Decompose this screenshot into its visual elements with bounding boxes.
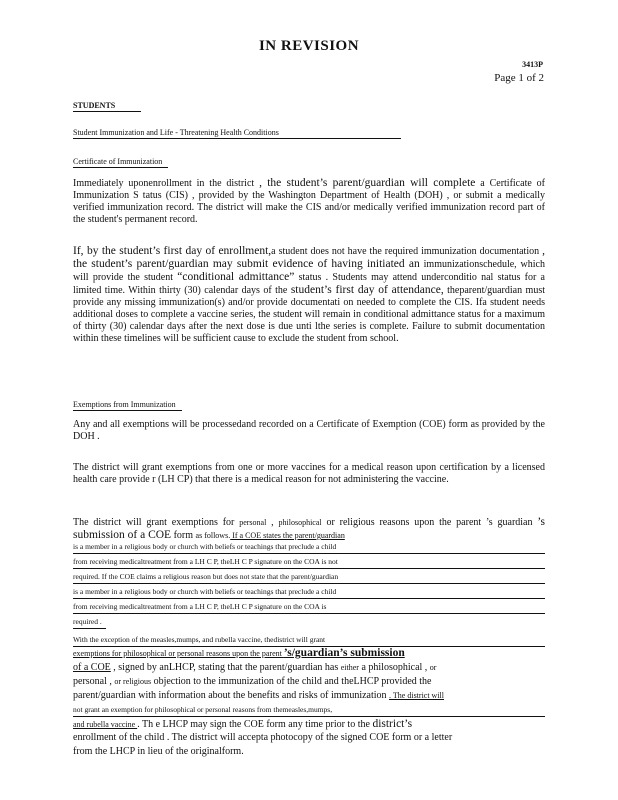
section-label: STUDENTS xyxy=(73,101,141,112)
policy-subject: Student Immunization and Life - Threatening Health Conditions xyxy=(73,128,401,139)
policy-code: 3413P xyxy=(522,60,543,69)
revision-line-11: parent/guardian with information about the benefits and risks of immunization . The district will xyxy=(73,690,445,701)
exemptions-heading: Exemptions from Immunization xyxy=(73,400,182,411)
exemptions-paragraph-1: Any and all exemptions will be processedand recorded on a Certificate of Exemption (COE) form as provided by the DOH . xyxy=(73,419,545,442)
certificate-heading: Certificate of Immunization xyxy=(73,157,168,168)
revision-line-12: not grant an exemption for philosophical or personal reasons from themeasles,mumps, xyxy=(73,704,545,717)
revision-line-10: personal , or religious objection to the immunization of the child and theLHCP provided the xyxy=(73,676,432,687)
revision-line-15: from the LHCP in lieu of the originalform. xyxy=(73,746,244,757)
exemptions-paragraph-3: The district will grant exemptions for personal , philosophical or religious reasons upon the parent ’s guardian ’s submission of a COE form as follows. If a COE states the parent/guardian xyxy=(73,516,546,541)
revision-line-8: exemptions for philosophical or personal reasons upon the parent ’s/guardian’s submission xyxy=(73,647,405,659)
certificate-paragraph-2: If, by the student’s first day of enrollment,a student does not have the required immunization documentation , the student’s parent/guardian may submit evidence of having initiated an immunizationschedule, which will provide the student “conditional admittance” status . Students may attend underconditio nal status for a limited time. Within thirty (30) calendar days of the student’s first day of attendance, theparent/guardian must provide any missing immunization(s) and/or provide documentati on needed to complete the CIS. Ifa student needs additional doses to complete a vaccine series, the student will remain in conditional admittance status for a maximum of thirty (30) calendar days after the next dose is due unti lthe series is complete. Failure to submit documentation within these timelines will be sufficient cause to exclude the student from school. xyxy=(73,245,545,344)
revision-line-2: from receiving medicaltreatment from a LH C P, theLH C P signature on the COA is not xyxy=(73,556,545,569)
document-title: IN REVISION xyxy=(258,38,360,54)
exemptions-paragraph-2: The district will grant exemptions from one or more vaccines for a medical reason upon certification by a licensed health care provide r (LH CP) that there is a medical reason for not administering the vaccine. xyxy=(73,462,545,485)
revision-line-13: and rubella vaccine . Th e LHCP may sign the COE form any time prior to the district’s xyxy=(73,718,413,730)
page-number: Page 1 of 2 xyxy=(494,72,544,84)
certificate-paragraph-1: Immediately uponenrollment in the district , the student’s parent/guardian will complete a Certificate of Immunization S tatus (CIS) , provided by the Washington Department of Health (DOH) , or submit a medically verified immunization record. The district will make the CIS and/or medically verified immunization record part of the student's permanent record. xyxy=(73,177,545,225)
revision-line-6: required . xyxy=(73,616,106,629)
revision-line-9: of a COE , signed by anLHCP, stating that the parent/guardian has either a philosophical , or xyxy=(73,662,437,673)
revision-line-7: With the exception of the measles,mumps, and rubella vaccine, thedistrict will grant xyxy=(73,634,545,647)
revision-line-3: required. If the COE claims a religious reason but does not state that the parent/guardian xyxy=(73,571,545,584)
revision-line-4: is a member in a religious body or church with beliefs or teachings that preclude a child xyxy=(73,586,545,599)
revision-line-14: enrollment of the child . The district will accepta photocopy of the signed COE form or a letter xyxy=(73,732,453,743)
revision-line-1: is a member in a religious body or church with beliefs or teachings that preclude a child xyxy=(73,541,545,554)
revision-line-5: from receiving medicaltreatment from a LH C P, theLH C P signature on the COA is xyxy=(73,601,545,614)
